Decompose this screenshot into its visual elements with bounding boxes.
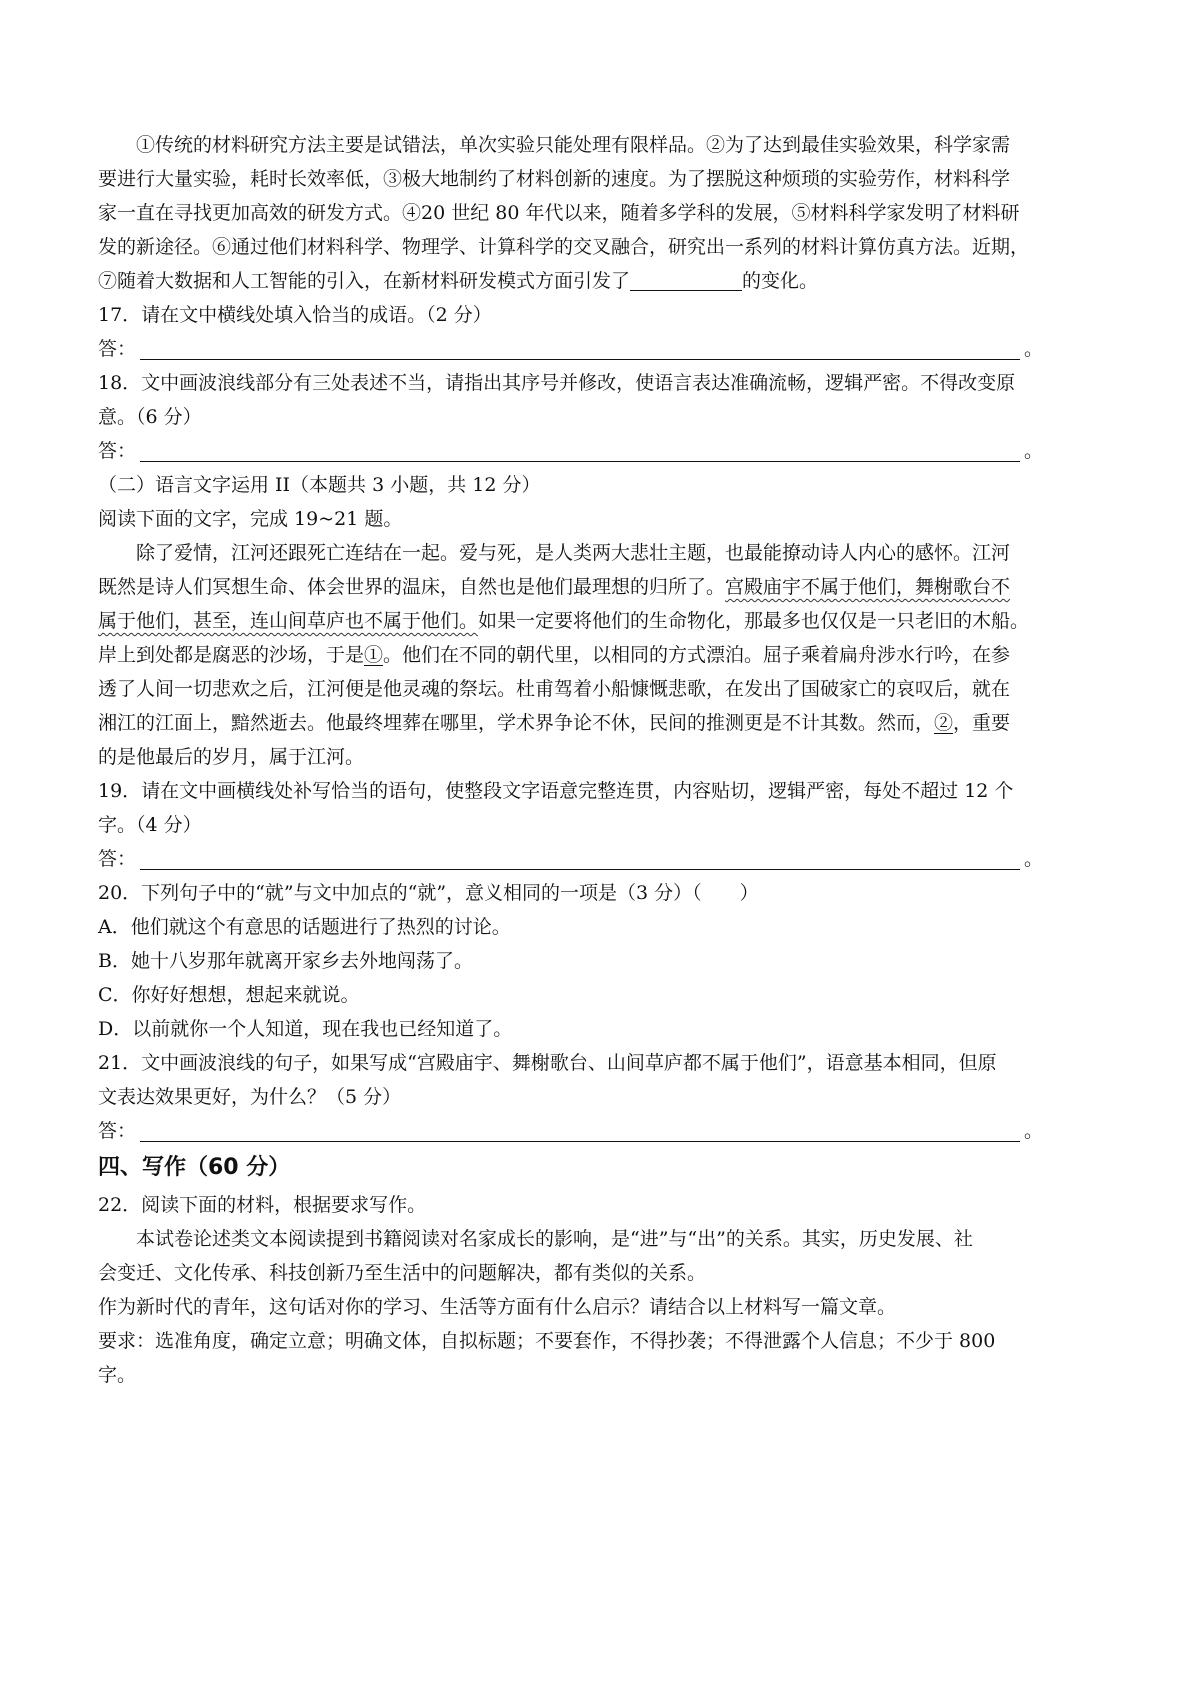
passage-materials bbox=[98, 128, 1110, 298]
passage-line bbox=[98, 706, 1110, 740]
answer-end: 。 bbox=[1024, 440, 1044, 462]
passage-text: 既然是诗人们冥想生命、体会世界的温床，自然也是他们最理想的归所了。 bbox=[98, 576, 726, 598]
passage-text: 的变化。 bbox=[742, 270, 819, 292]
answer-line[interactable] bbox=[140, 335, 1020, 360]
question-17: 17．请在文中横线处填入恰当的成语。（2 分） bbox=[98, 304, 492, 326]
question-21-cont: 文表达效果更好，为什么？（5 分） bbox=[98, 1086, 402, 1108]
writing-requirements: 要求：选准角度，确定立意；明确文体，自拟标题；不要套作，不得抄袭；不得泄露个人信息；不少于 800 bbox=[98, 1330, 996, 1352]
passage-text: 如果一定要将他们的生命物化，那最多也仅仅是一只老旧的木船。 bbox=[478, 610, 1030, 632]
wavy-underlined-sentence: 宫殿庙宇不属于他们，舞榭歌台不 bbox=[725, 576, 1011, 598]
passage-line: 透了人间一切悲欢之后，江河便是他灵魂的祭坛。杜甫驾着小船慷慨悲歌，在发出了国破家亡的哀叹后，就在 bbox=[98, 678, 1011, 700]
passage-line: 发的新途径。⑥通过他们材料科学、物理学、计算科学的交叉融合，研究出一系列的材料计算仿真方法。近期， bbox=[98, 236, 1030, 258]
answer-label: 答： bbox=[98, 338, 137, 360]
answer-18 bbox=[98, 434, 1110, 468]
question-21: 21．文中画波浪线的句子，如果写成“宫殿庙宇、舞榭歌台、山间草庐都不属于他们”，语意基本相同，但原 bbox=[98, 1052, 997, 1074]
passage-line bbox=[98, 570, 1110, 604]
question-22: 22．阅读下面的材料，根据要求写作。 bbox=[98, 1194, 427, 1216]
passage-line: 要进行大量实验，耗时长效率低，③极大地制约了材料创新的速度。为了摆脱这种烦琐的实验劳作，材料科学 bbox=[98, 168, 1011, 190]
writing-prompt: 作为新时代的青年，这句话对你的学习、生活等方面有什么启示？请结合以上材料写一篇文章。 bbox=[98, 1296, 897, 1318]
answer-21 bbox=[98, 1114, 1110, 1148]
answer-line[interactable] bbox=[140, 845, 1020, 870]
question-19-cont: 字。（4 分） bbox=[98, 814, 202, 836]
passage-line: ①传统的材料研究方法主要是试错法，单次实验只能处理有限样品。②为了达到最佳实验效果，科学家需 bbox=[136, 134, 1011, 156]
answer-line[interactable] bbox=[140, 437, 1020, 462]
option-a[interactable]: A．他们就这个有意思的话题进行了热烈的讨论。 bbox=[98, 916, 511, 938]
answer-label: 答： bbox=[98, 848, 137, 870]
question-18: 18．文中画波浪线部分有三处表述不当，请指出其序号并修改，使语言表达准确流畅，逻辑严密。不得改变原 bbox=[98, 372, 1016, 394]
passage-text: 岸上到处都是腐恶的沙场，于是 bbox=[98, 644, 365, 666]
material-line: 会变迁、文化传承、科技创新乃至生活中的问题解决，都有类似的关系。 bbox=[98, 1262, 707, 1284]
passage-text: 湘江的江面上，黯然逝去。他最终埋葬在哪里，学术界争论不休，民间的推测更是不计其数。然而， bbox=[98, 712, 935, 734]
passage-line: 的是他最后的岁月，属于江河。 bbox=[98, 746, 365, 768]
material-line: 本试卷论述类文本阅读提到书籍阅读对名家成长的影响，是“进”与“出”的关系。其实，历史发展、社 bbox=[136, 1228, 973, 1250]
passage-rivers bbox=[98, 536, 1110, 774]
question-20: 20．下列句子中的“就”与文中加点的“就”，意义相同的一项是（3 分）（ ） bbox=[98, 882, 759, 904]
writing-requirements-cont: 字。 bbox=[98, 1364, 137, 1386]
passage-text: 。他们在不同的朝代里，以相同的方式漂泊。屈子乘着扁舟涉水行吟，在参 bbox=[383, 644, 1011, 666]
passage-line bbox=[98, 264, 1110, 298]
answer-line[interactable] bbox=[140, 1117, 1020, 1142]
answer-end: 。 bbox=[1024, 848, 1044, 870]
option-b[interactable]: B．她十八岁那年就离开家乡去外地闯荡了。 bbox=[98, 950, 473, 972]
passage-line bbox=[98, 638, 1110, 672]
answer-label: 答： bbox=[98, 440, 137, 462]
answer-17 bbox=[98, 332, 1110, 366]
answer-end: 。 bbox=[1024, 338, 1044, 360]
answer-19 bbox=[98, 842, 1110, 876]
passage-text: ，重要 bbox=[953, 712, 1011, 734]
writing-section-title: 四、写作（60 分） bbox=[98, 1155, 291, 1180]
question-19: 19．请在文中画横线处补写恰当的语句，使整段文字语意完整连贯，内容贴切，逻辑严密，每处不超过 12 个 bbox=[98, 780, 1014, 802]
question-18-cont: 意。（6 分） bbox=[98, 406, 202, 428]
option-c[interactable]: C．你好好想想，想起来就说。 bbox=[98, 984, 360, 1006]
section-title: （二）语言文字运用 II（本题共 3 小题，共 12 分） bbox=[98, 474, 541, 496]
passage-text: ⑦随着大数据和人工智能的引入，在新材料研发模式方面引发了 bbox=[98, 270, 631, 292]
passage-line: 家一直在寻找更加高效的研发方式。④20 世纪 80 年代以来，随着多学科的发展，⑤材料科学家发明了材料研 bbox=[98, 202, 1020, 224]
exam-page bbox=[98, 128, 1110, 1392]
passage-line: 除了爱情，江河还跟死亡连结在一起。爱与死，是人类两大悲壮主题，也最能撩动诗人内心的感怀。江河 bbox=[136, 542, 1011, 564]
passage-line bbox=[98, 604, 1110, 638]
section-instruction: 阅读下面的文字，完成 19~21 题。 bbox=[98, 508, 403, 530]
blank-marker-1[interactable]: ① bbox=[364, 644, 384, 666]
answer-end: 。 bbox=[1024, 1120, 1044, 1142]
option-d[interactable]: D．以前就你一个人知道，现在我也已经知道了。 bbox=[98, 1018, 513, 1040]
fill-blank[interactable] bbox=[630, 269, 742, 291]
wavy-underlined-sentence: 属于他们，甚至，连山间草庐也不属于他们。 bbox=[98, 610, 479, 632]
blank-marker-2[interactable]: ② bbox=[934, 712, 954, 734]
answer-label: 答： bbox=[98, 1120, 137, 1142]
